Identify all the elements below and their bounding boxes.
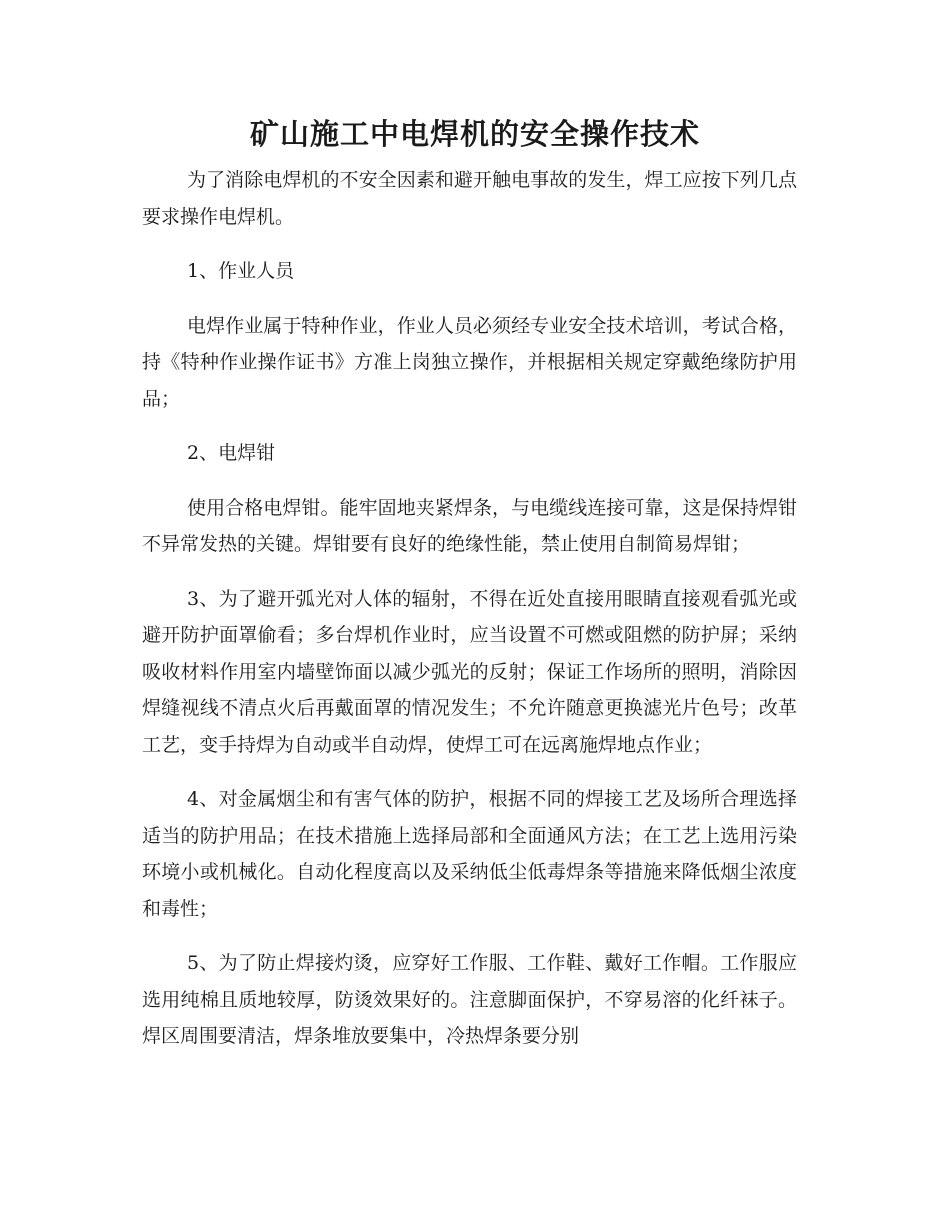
paragraph-fumes: 4、对金属烟尘和有害气体的防护，根据不同的焊接工艺及场所合理选择适当的防护用品；在技术措施上选择局部和全面通风方法；在工艺上选用污染环境小或机械化。自动化程度高以及采纳低尘低毒焊条等措施来降低烟尘浓度和毒性； [142,788,797,920]
paragraph-intro: 为了消除电焊机的不安全因素和避开触电事故的发生，焊工应按下列几点要求操作电焊机。 [142,169,797,228]
paragraph-personnel: 电焊作业属于特种作业，作业人员必须经专业安全技术培训，考试合格，持《特种作业操作证书》方准上岗独立操作，并根据相关规定穿戴绝缘防护用品； [142,314,797,410]
document-body [142,162,797,1073]
paragraph-welding-tongs: 使用合格电焊钳。能牢固地夹紧焊条，与电缆线连接可靠，这是保持焊钳不异常发热的关键。焊钳要有良好的绝缘性能，禁止使用自制简易焊钳； [142,496,797,555]
document-title: 矿山施工中电焊机的安全操作技术 [249,117,700,151]
section-heading-welding-tongs: 2、电焊钳 [187,442,276,464]
paragraph-burns: 5、为了防止焊接灼烫，应穿好工作服、工作鞋、戴好工作帽。工作服应选用纯棉且质地较厚，防烫效果好的。注意脚面保护，不穿易溶的化纤袜子。焊区周围要清洁，焊条堆放要集中，冷热焊条要分别 [142,952,797,1047]
paragraph-arc-light: 3、为了避开弧光对人体的辐射，不得在近处直接用眼睛直接观看弧光或避开防护面罩偷看；多台焊机作业时，应当设置不可燃或阻燃的防护屏；采纳吸收材料作用室内墙壁饰面以减少弧光的反射；保证工作场所的照明，消除因焊缝视线不清点火后再戴面罩的情况发生；不允许随意更换滤光片色号；改革工艺，变手持焊为自动或半自动焊，使焊工可在远离施焊地点作业； [142,587,797,756]
section-heading-personnel: 1、作业人员 [187,260,295,282]
